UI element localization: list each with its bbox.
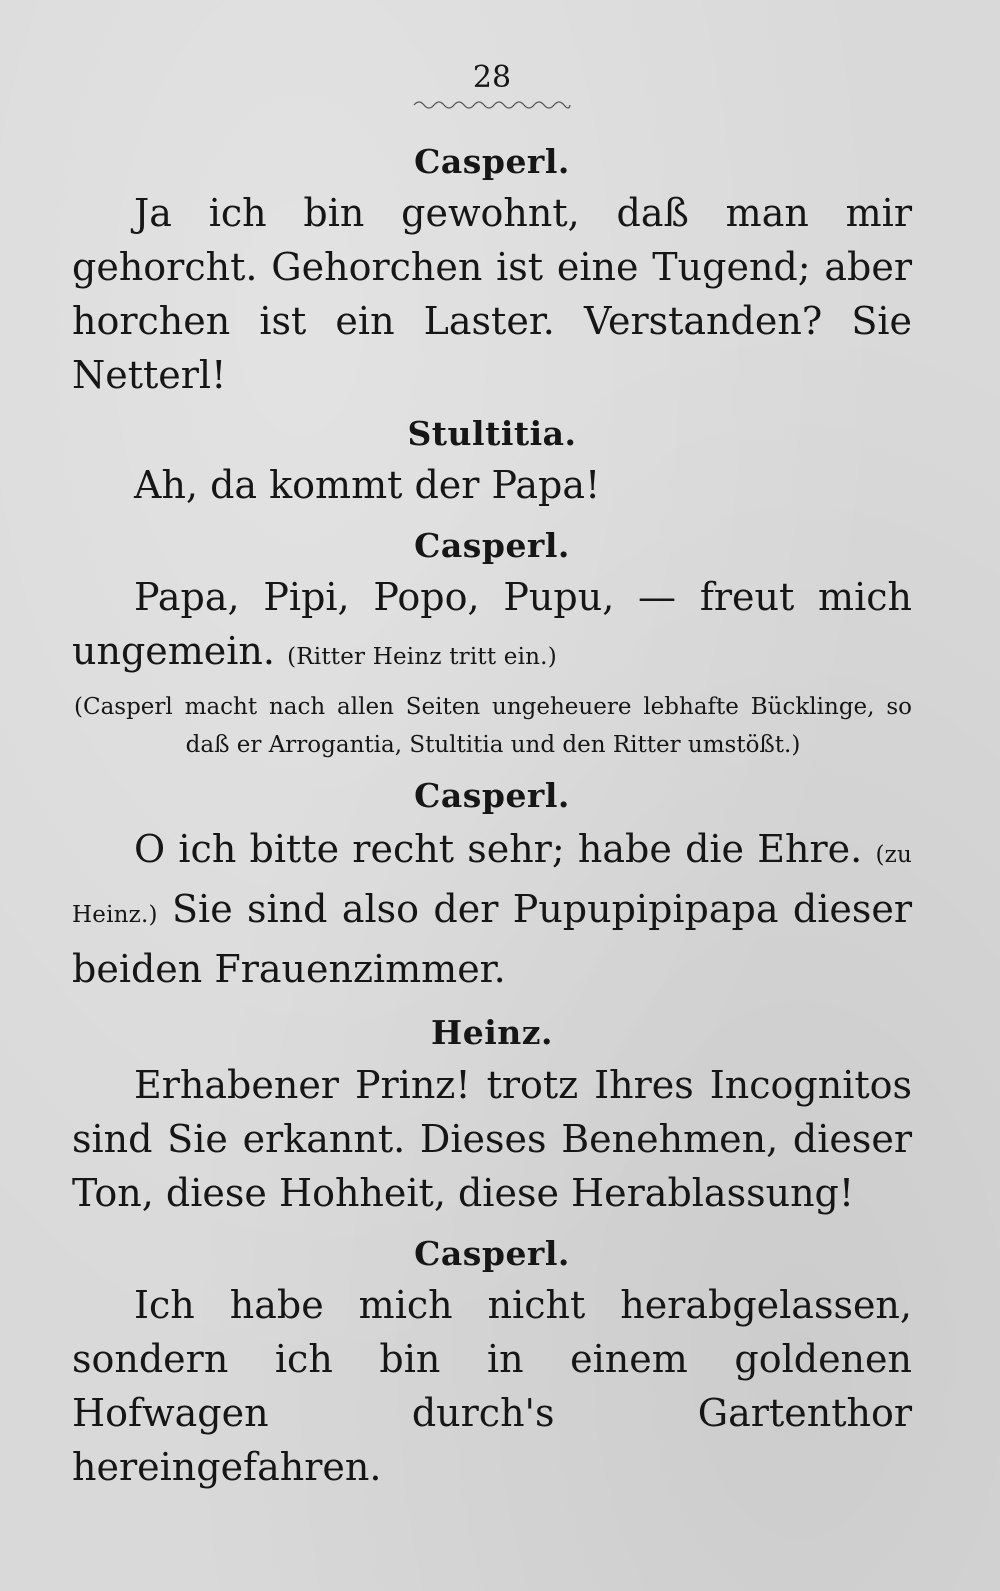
speaker-casperl: Casperl. [414,142,570,181]
speech-casperl-2 [72,570,912,684]
ornamental-rule [72,96,912,120]
page-number: 28 [472,60,512,95]
speech-casperl-3b: Sie sind also der Pupupipipapa dieser beiden Frauenzimmer. [72,887,912,991]
speech-casperl-3 [72,822,912,996]
wavy-rule-icon [412,96,572,114]
speech-casperl-3a: O ich bitte recht sehr; habe die Ehre. [134,827,863,871]
speech-casperl-1: Ja ich bin gewohnt, daß man mir gehorcht. Gehorchen ist eine Tugend; aber horchen ist ein Laster. Verstanden? Sie Netterl! [72,191,912,397]
speaker-casperl: Casperl. [414,1234,570,1273]
stage-direction-block: (Casperl macht nach allen Seiten ungeheuere lebhafte Bücklinge, so daß er Arrogantia, Stultitia und den Ritter umstößt.) [74,694,912,758]
speech-stultitia: Ah, da kommt der Papa! [134,463,601,507]
speaker-heinz: Heinz. [431,1013,553,1052]
stage-direction-inline: (Ritter Heinz tritt ein.) [287,644,557,670]
speech-casperl-2-text: Papa, Pipi, Popo, Pupu, — freut mich ungemein. [72,575,912,673]
speaker-casperl: Casperl. [414,776,570,815]
speaker-stultitia: Stultitia. [407,414,577,453]
stage-direction-inline-2: (zu Heinz.) [72,842,912,928]
speech-casperl-4: Ich habe mich nicht herabgelassen, sondern ich bin in einem goldenen Hofwagen durch's Gartenthor hereingefahren. [72,1283,912,1489]
speaker-casperl: Casperl. [414,526,570,565]
speech-heinz: Erhabener Prinz! trotz Ihres Incognitos sind Sie erkannt. Dieses Benehmen, dieser Ton, diese Hohheit, diese Herablassung! [72,1063,912,1215]
